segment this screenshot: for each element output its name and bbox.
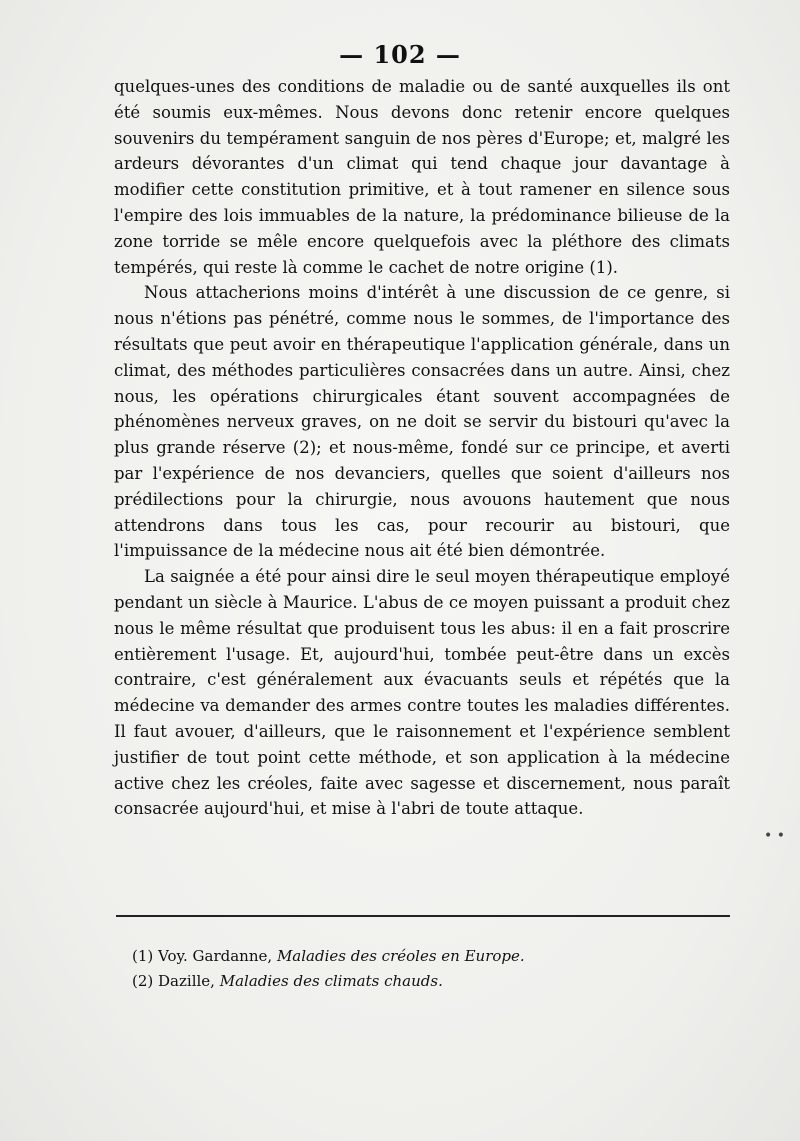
footnote-2 (132, 969, 692, 994)
footnote-title: Maladies des climats chauds. (219, 972, 443, 990)
footnote-title: Maladies des créoles en Europe. (276, 947, 525, 965)
paragraph-3: La saignée a été pour ainsi dire le seul moyen thérapeutique employé pendant un siècle à Maurice. L'abus de ce moyen puissant a produit chez nous le même résultat que produisent tous les abus: il en a fait proscrire entièrement l'usage. Et, aujourd'hui, tombée peut-être dans un excès contraire, c'est généralement aux évacuants seuls et répétés que la médecine va demander des armes contre toutes les maladies différentes. Il faut avouer, d'ailleurs, que le raisonnement et l'expérience semblent justifier de tout point cette méthode, et son application à la médecine active chez les créoles, faite avec sagesse et discernement, nous paraît consacrée aujourd'hui, et mise à l'abri de toute attaque. (114, 567, 730, 819)
footnote-mark: (1) (132, 947, 154, 965)
footnote-rule (116, 915, 730, 917)
page-number: — 102 — (339, 40, 461, 69)
footnote-author: Voy. Gardanne, (158, 947, 273, 965)
paragraph-2: Nous attacherions moins d'intérêt à une discussion de ce genre, si nous n'étions pas pénétré, comme nous le sommes, de l'importance des résultats que peut avoir en thérapeutique l'application générale, dans un climat, des méthodes particulières consacrées dans un autre. Ainsi, chez nous, les opérations chirurgicales étant souvent accompagnées de phénomènes nerveux graves, on ne doit se servir du bistouri qu'avec la plus grande réserve (2); et nous-même, fondé sur ce principe, et averti par l'expérience de nos devanciers, quelles que soient d'ailleurs nos prédilections pour la chirurgie, nous avouons hautement que nous attendrons dans tous les cas, pour recourir au bistouri, que l'impuissance de la médecine nous ait été bien démontrée. (114, 283, 730, 561)
paragraph-1: quelques-unes des conditions de maladie ou de santé auxquelles ils ont été soumis eux-mêmes. Nous devons donc retenir encore quelques souvenirs du tempérament sanguin de nos pères d'Europe; et, malgré les ardeurs dévorantes d'un climat qui tend chaque jour davantage à modifier cette constitution primitive, et à tout ramener en silence sous l'empire des lois immuables de la nature, la prédominance bilieuse de la zone torride se mêle encore quelquefois avec la pléthore des climats tempérés, qui reste là comme le cachet de notre origine (1). (114, 77, 730, 277)
footnote-mark: (2) (132, 972, 154, 990)
body-text (114, 74, 730, 822)
footnote-author: Dazille, (158, 972, 215, 990)
footnote-1 (132, 944, 692, 969)
footnotes (132, 944, 692, 994)
margin-mark: • • (764, 828, 785, 844)
